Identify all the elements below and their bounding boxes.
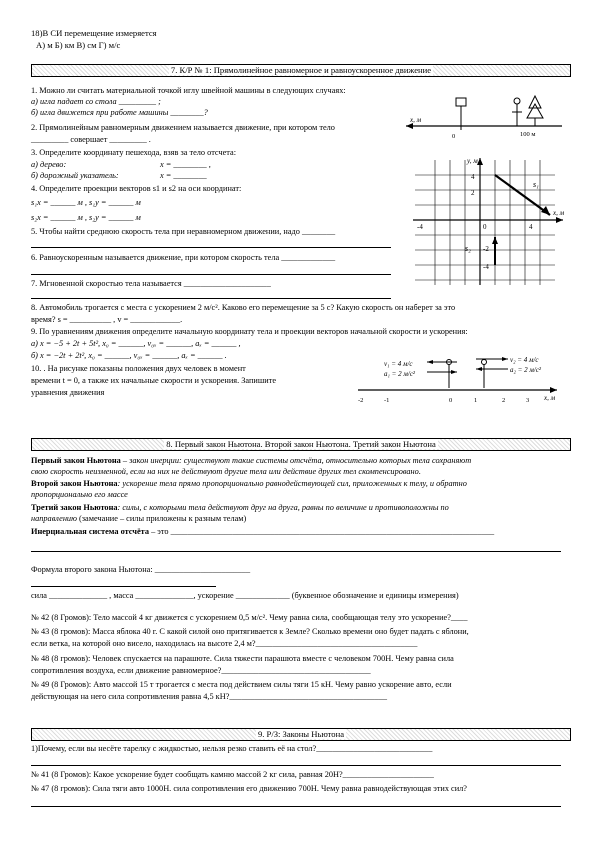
vector-grid-figure — [405, 155, 570, 295]
s7-line: б) x = −2t + 2t², x₀ = ______, v₀ₓ = ______, aₓ = ______ . — [31, 351, 227, 360]
q18-options: А) м Б) км В) см Г) м/с — [36, 40, 121, 50]
law2-text-2: пропорционально его массе — [31, 490, 128, 499]
s7-line: 9. По уравнениям движения определите начальную координату тела и проекции векторов начальной скорости и ускорения: — [31, 327, 468, 336]
problem-49-line-1: № 49 (8 Громов): Авто массой 15 т трогается с места под действием силы тяги 15 кН. Чему равно ускорение авто, если — [31, 680, 452, 689]
s7-line: 1. Можно ли считать материальной точкой иглу швейной машины в следующих случаях: — [31, 86, 346, 95]
s7-line: x = ________ , — [160, 160, 211, 169]
s7-line: времени t = 0, а также их начальные скорости и ускорения. Запишите — [31, 376, 277, 385]
s7-line: время? s = __________ , v = ____________. — [31, 315, 183, 324]
tick-label: -1 — [384, 397, 390, 404]
s9-question-1[interactable]: 1)Почему, если вы несёте тарелку с жидкостью, нельзя резко ставить её на стол?____________________________ — [31, 744, 433, 753]
s7-line: б) дорожный указатель: — [31, 171, 119, 180]
answer-line[interactable] — [31, 806, 561, 807]
problem-48-line-2[interactable]: сопротивления воздуха, если движение равномерное?____________________________________ — [31, 666, 371, 675]
s7-line: s₁x = ______ м , s₁y = ______ м — [31, 198, 141, 207]
tick-label: 3 — [526, 397, 530, 404]
tick-label: -2 — [483, 245, 489, 253]
s7-line: 4. Определите проекции векторов s1 и s2 на оси координат: — [31, 184, 242, 193]
law2-text: : ускорение тела прямо пропорционально равнодействующей сил, приложенных к телу, и обратно — [117, 479, 467, 488]
s7-line: 10. . На рисунке показаны положения двух человек в момент — [31, 364, 246, 373]
vector-s2-label: s₂ — [465, 244, 471, 253]
law1-text-2: свою скорость неизменной, если на них не действуют другие тела или действие других тел скомпенсировано. — [31, 467, 421, 476]
tree-icon — [529, 96, 541, 108]
answer-line[interactable] — [31, 586, 216, 587]
tick-label: -4 — [483, 263, 489, 271]
s7-line: x = ________ — [160, 171, 207, 180]
tick-label: 4 — [529, 223, 533, 231]
s7-line: 3. Определите координату пешехода, взяв за тело отсчета: — [31, 148, 237, 157]
problem-47[interactable]: № 47 (8 громов): Сила тяги авто 1000Н. сила сопротивления его движению 700Н. Чему равна равнодействующая этих сил? — [31, 784, 467, 793]
law2-title: Второй закон Ньютона — [31, 479, 118, 488]
vector-s1-label: s₁ — [533, 180, 539, 189]
a2-label: a₂ = 2 м/с² — [510, 366, 542, 374]
law1-text: – закон инерции: существуют такие системы отсчёта, относительно которых тела сохраняют — [120, 456, 472, 465]
road-mark: 100 м — [520, 131, 536, 138]
problem-41[interactable]: № 41 (8 Громов): Какое ускорение будет сообщать камню массой 2 кг сила, равная 20Н?______________________ — [31, 770, 434, 779]
tick-label: -2 — [358, 397, 364, 404]
formula-prompt[interactable]: Формула второго закона Ньютона: _______________________ — [31, 565, 251, 574]
tick-label: 2 — [502, 397, 506, 404]
problem-42[interactable]: № 42 (8 Громов): Тело массой 4 кг движется с ускорением 0,5 м/с². Чему равна сила, сообщающая телу это ускорение?____ — [31, 613, 468, 622]
problem-43-line-2[interactable]: если ветка, на которой оно висело, находилась на высоте 2,4 м?_______________________________________ — [31, 639, 418, 648]
y-axis-label: y, м — [467, 157, 478, 165]
two-people-figure — [352, 350, 570, 408]
s7-line: 6. Равноускоренным называется движение, при котором скорость тела _____________ — [31, 253, 336, 262]
section-7-header — [31, 64, 571, 77]
a1-label: a₁ = 2 м/с² — [384, 370, 416, 378]
s7-line: уравнения движения — [31, 388, 105, 397]
tick-label: 1 — [474, 397, 478, 404]
answer-line[interactable] — [31, 247, 391, 248]
road-axis-label: x, м — [410, 116, 422, 124]
law1-title: Первый закон Ньютона — [31, 456, 121, 465]
s7-line: s₂x = ______ м , s₂y = ______ м — [31, 213, 141, 222]
answer-line[interactable] — [31, 274, 391, 275]
law3-text: : силы, с которыми тела действуют друг на друга, равны по величине и противоположны по — [117, 503, 449, 512]
section-9-header — [31, 728, 571, 741]
s7-line: _________ совершает _________ . — [31, 135, 151, 144]
tick-label: -4 — [417, 223, 423, 231]
x-axis-label: x, м — [553, 209, 565, 217]
section-9-title: 9. Р/З: Законы Ньютона — [257, 729, 345, 739]
tick-label: 0 — [449, 397, 453, 404]
road-sign-icon — [456, 98, 466, 106]
problem-49-line-2[interactable]: действующая на него сила сопротивления равна 4,5 кН?______________________________________ — [31, 692, 388, 701]
v1-label: v₁ = 4 м/с — [384, 360, 413, 368]
s7-line: 2. Прямолинейным равномерным движением называется движение, при котором тело — [31, 123, 335, 132]
tick-label: 0 — [483, 223, 487, 231]
answer-line[interactable] — [31, 551, 561, 552]
s7-line: 5. Чтобы найти среднюю скорость тела при неравномерном движении, надо ________ — [31, 227, 336, 236]
answer-line[interactable] — [31, 765, 561, 766]
quantities-prompt[interactable]: сила ______________ , масса ______________, ускорение _____________ (буквенное обозначение и единицы измерения) — [31, 591, 459, 600]
s7-line: а) x = −5 + 2t + 5t², x₀ = ______, v₀ₓ = ______, aₓ = ______ , — [31, 339, 241, 348]
tick-label: 2 — [471, 189, 475, 197]
people-axis-label: x, м — [544, 394, 556, 402]
v2-label: v₂ = 4 м/с — [510, 356, 539, 364]
law3-text-2: направлению — [31, 514, 77, 523]
law3-note: (замечание – силы приложены к разным телам) — [76, 514, 247, 523]
problem-48-line-1: № 48 (8 громов): Человек спускается на парашюте. Сила тяжести парашюта вместе с человеком 700Н. Чему равна сила — [31, 654, 454, 663]
problem-43-line-1: № 43 (8 громов): Масса яблока 40 г. С какой силой оно притягивается к Земле? Сколько времени оно будет падать с яблони, — [31, 627, 469, 636]
answer-line[interactable] — [31, 298, 391, 299]
s7-line: 8. Автомобиль трогается с места с ускорением 2 м/с². Каково его перемещение за 5 с? Какую скорость он наберет за это — [31, 303, 456, 312]
tick-label: 4 — [471, 173, 475, 181]
section-7-title: 7. К/Р № 1: Прямолинейное равномерное и равноускоренное движение — [170, 65, 432, 75]
vector-s1 — [495, 175, 550, 215]
inertial-title: Инерциальная система отсчёта — [31, 527, 149, 536]
inertial-blank[interactable]: – это ______________________________________________________________________________ — [149, 527, 495, 536]
s7-line: б) игла движется при работе машины ________? — [31, 108, 208, 117]
road-figure — [402, 92, 567, 160]
s7-line: 7. Мгновенной скоростью тела называется _____________________ — [31, 279, 271, 288]
q18-text: 18)В СИ перемещение измеряется — [31, 28, 157, 38]
s7-line: а) дерево: — [31, 160, 67, 169]
section-8-title: 8. Первый закон Ньютона. Второй закон Ньютона. Третий закон Ньютона — [166, 439, 436, 449]
section-8-header — [31, 438, 571, 451]
s7-line: а) игла падает со стола _________ ; — [31, 97, 161, 106]
road-mark: 0 — [452, 133, 456, 140]
law3-title: Третий закон Ньютона — [31, 503, 118, 512]
